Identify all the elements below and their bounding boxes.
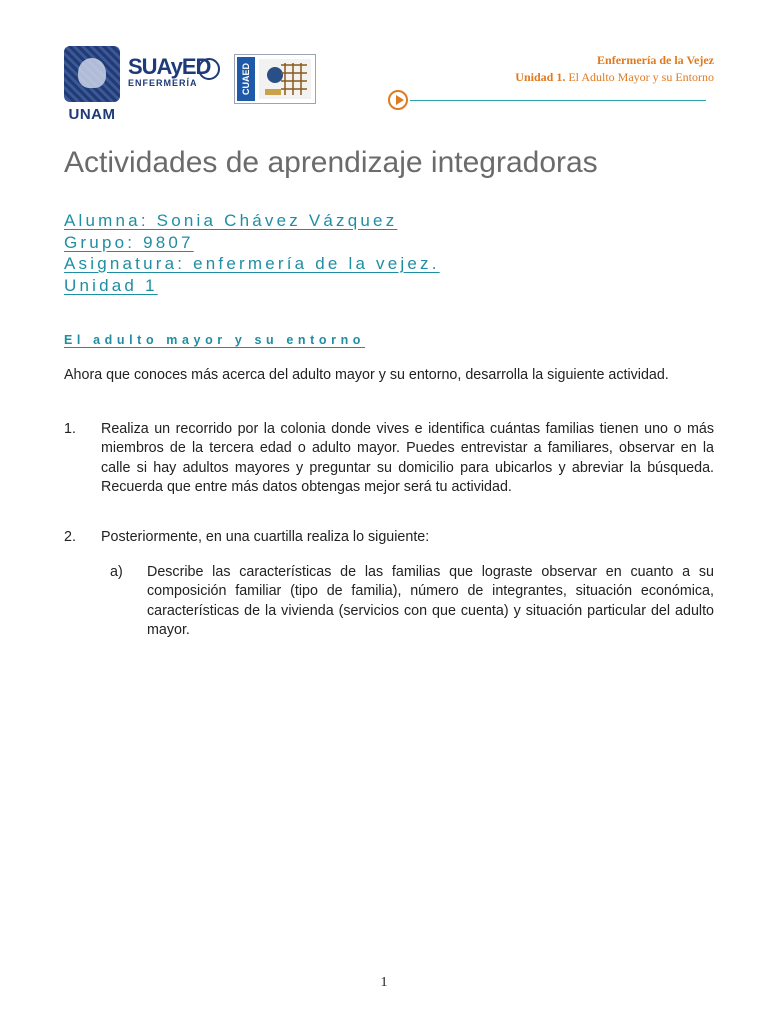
sub-list-item-label: a) [110, 564, 123, 580]
cuaed-building-icon [259, 59, 311, 99]
play-icon [388, 90, 408, 110]
list-item-number: 2. [64, 529, 76, 545]
list-item-text: Realiza un recorrido por la colonia donde vives e identifica cuántas familias tienen uno o más miembros de la tercera edad o adulto mayor. Puedes entrevistar a familiares, observar en la calle si hay adultos mayores y preguntar su domicilio para ubicarlos y abreviar la búsqueda. Recuerda que entre más datos obtengas mejor será tu actividad. [101, 421, 714, 495]
page-number: 1 [380, 975, 388, 990]
course-title: Enfermería de la Vejez [597, 53, 714, 67]
cuaed-logo [234, 54, 316, 104]
header-divider [410, 100, 706, 101]
suayed-logo [128, 56, 224, 96]
unam-crest-icon [64, 46, 120, 102]
section-title: El adulto mayor y su entorno [64, 333, 366, 347]
suayed-seal-icon [198, 58, 220, 80]
unit-heading [515, 70, 714, 85]
subject: Asignatura: enfermería de la vejez. [64, 254, 440, 273]
suayed-logo-subtext: ENFERMERÍA [128, 78, 198, 88]
student-name: Alumna: Sonia Chávez Vázquez [64, 211, 398, 230]
suayed-logo-text: SUAyED [128, 54, 211, 79]
list-item-text: Posteriormente, en una cuartilla realiza lo siguiente: [101, 529, 430, 545]
cuaed-logo-text: CUAED [237, 57, 255, 101]
unit-title: El Adulto Mayor y su Entorno [568, 70, 714, 84]
unam-logo-text: UNAM [68, 106, 116, 123]
list-item-number: 1. [64, 421, 76, 437]
intro-paragraph: Ahora que conoces más acerca del adulto mayor y su entorno, desarrolla la siguiente actividad. [64, 367, 669, 383]
unit-prefix: Unidad 1. [515, 70, 566, 84]
student-info [64, 210, 440, 296]
unit: Unidad 1 [64, 275, 158, 295]
sub-list-item-text: Describe las características de las familias que lograste observar en cuanto a su composición familiar (tipo de familia), número de integrantes, situación económica, características de la vivienda (servicios con que cuenta) y situación particular del adulto mayor. [147, 564, 714, 638]
page-title: Actividades de aprendizaje integradoras [64, 146, 598, 179]
unam-logo [62, 46, 122, 126]
group: Grupo: 9807 [64, 232, 194, 252]
